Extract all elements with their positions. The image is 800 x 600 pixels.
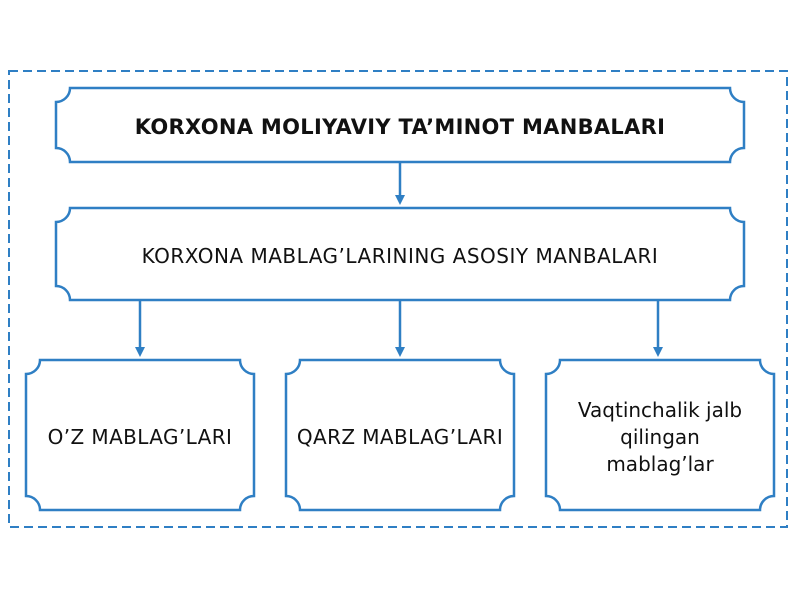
temporary-funds-box-label: Vaqtinchalik jalb qilingan mablag’lar (577, 397, 743, 476)
main-sources-box-label: KORXONA MABLAG’LARINING ASOSIY MANBALARI (141, 243, 659, 268)
loan-funds-box-label: QARZ MABLAG’LARI (296, 425, 504, 449)
title-box-label: KORXONA MOLIYAVIY TA’MINOT MANBALARI (134, 114, 666, 139)
own-funds-box-label: O’Z MABLAG’LARI (47, 425, 233, 449)
